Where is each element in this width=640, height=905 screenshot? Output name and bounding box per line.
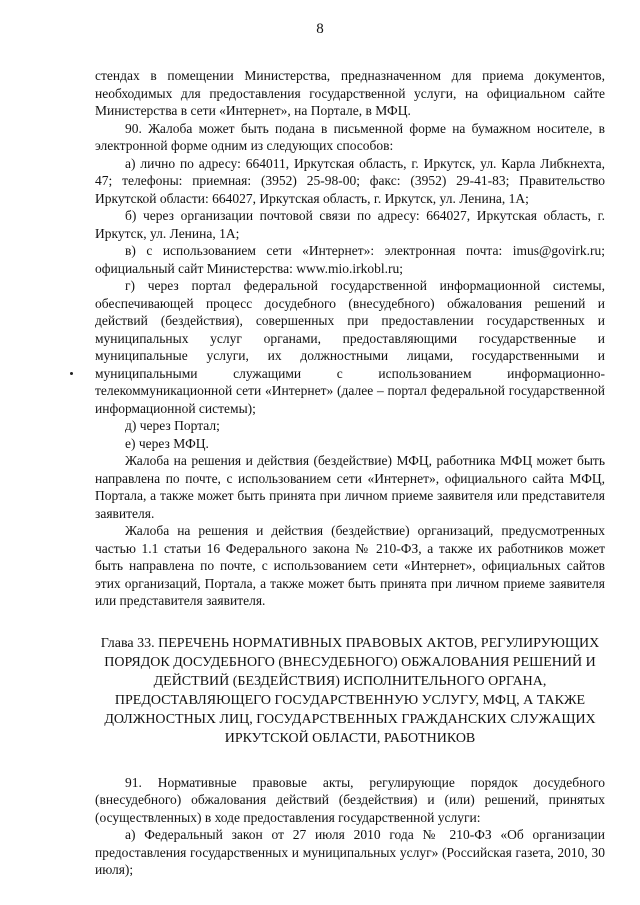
paragraph-continuation: стендах в помещении Министерства, предназначенном для приема документов, необходимых для предоставления государственной услуги, на официальном сайте Министерства в сети «Интернет», на Портале, в МФЦ. (95, 68, 605, 118)
paragraph-item-v: в) с использованием сети «Интернет»: электронная почта: imus@govirk.ru; официальный сайт Министерства: www.mio.irkobl.ru; (95, 243, 605, 276)
paragraph-mfc-complaint: Жалоба на решения и действия (бездействие) МФЦ, работника МФЦ может быть направлена по почте, с использованием сети «Интернет», официального сайта МФЦ, Портала, а также может быть принята при личном приеме заявителя или представителя заявителя. (95, 453, 605, 521)
paragraph-item-a: а) лично по адресу: 664011, Иркутская область, г. Иркутск, ул. Карла Либкнехта, 47; телефоны: приемная: (3952) 25-98-00; факс: (3952) 29-41-83; Правительство Иркутской области: 664027, Иркутская область, г. Иркутск, ул. Ленина, 1А; (95, 155, 605, 206)
document-body (95, 67, 605, 879)
paragraph-90: 90. Жалоба может быть подана в письменной форме на бумажном носителе, в электронной форме одним из следующих способов: (95, 120, 605, 153)
paragraph-91: 91. Нормативные правовые акты, регулирующие порядок досудебного (внесудебного) обжалования действий (бездействия) и (или) решений, принятых (осуществленных) в ходе предоставления государственной услуги: (95, 774, 605, 825)
scan-artifact-dot (70, 372, 73, 375)
chapter-title: Глава 33. ПЕРЕЧЕНЬ НОРМАТИВНЫХ ПРАВОВЫХ АКТОВ, РЕГУЛИРУЮЩИХ ПОРЯДОК ДОСУДЕБНОГО (ВНЕСУДЕБНОГО) ОБЖАЛОВАНИЯ РЕШЕНИЙ И ДЕЙСТВИЙ (БЕЗДЕЙСТВИЯ) ИСПОЛНИТЕЛЬНОГО ОРГАНА, ПРЕДОСТАВЛЯЮЩЕГО ГОСУДАРСТВЕННУЮ УСЛУГУ, МФЦ, А ТАКЖЕ ДОЛЖНОСТНЫХ ЛИЦ, ГОСУДАРСТВЕННЫХ ГРАЖДАНСКИХ СЛУЖАЩИХ ИРКУТСКОЙ ОБЛАСТИ, РАБОТНИКОВ (100, 635, 600, 746)
paragraph-item-g: г) через портал федеральной государственной информационной системы, обеспечивающей процесс досудебного (внесудебного) обжалования решений и действий (бездействия), совершенных при предоставлении государственных и муниципальных услуг органами, предоставляющими государственные и муниципальные услуги, их должностными лицами, государственными и муниципальными служащими с использованием информационно-телекоммуникационной сети «Интернет» (далее – портал федеральной государственной информационной системы); (95, 278, 605, 416)
paragraph-organizations-complaint: Жалоба на решения и действия (бездействие) организаций, предусмотренных частью 1.1 статьи 16 Федерального закона № 210-ФЗ, а также их работников может быть направлена по почте, с использованием сети «Интернет», официальных сайтов этих организаций, Портала, а также может быть принята при личном приеме заявителя или представителя заявителя. (95, 523, 605, 608)
paragraph-91-item-a: а) Федеральный закон от 27 июля 2010 года № 210-ФЗ «Об организации предоставления государственных и муниципальных услуг» (Российская газета, 2010, 30 июля); (95, 827, 605, 877)
paragraph-item-d: д) через Портал; (125, 418, 220, 433)
paragraph-item-b: б) через организации почтовой связи по адресу: 664027, Иркутская область, г. Иркутск, ул. Ленина, 1А; (95, 208, 605, 241)
paragraph-item-e: е) через МФЦ. (125, 435, 209, 451)
page-number: 8 (316, 21, 324, 37)
